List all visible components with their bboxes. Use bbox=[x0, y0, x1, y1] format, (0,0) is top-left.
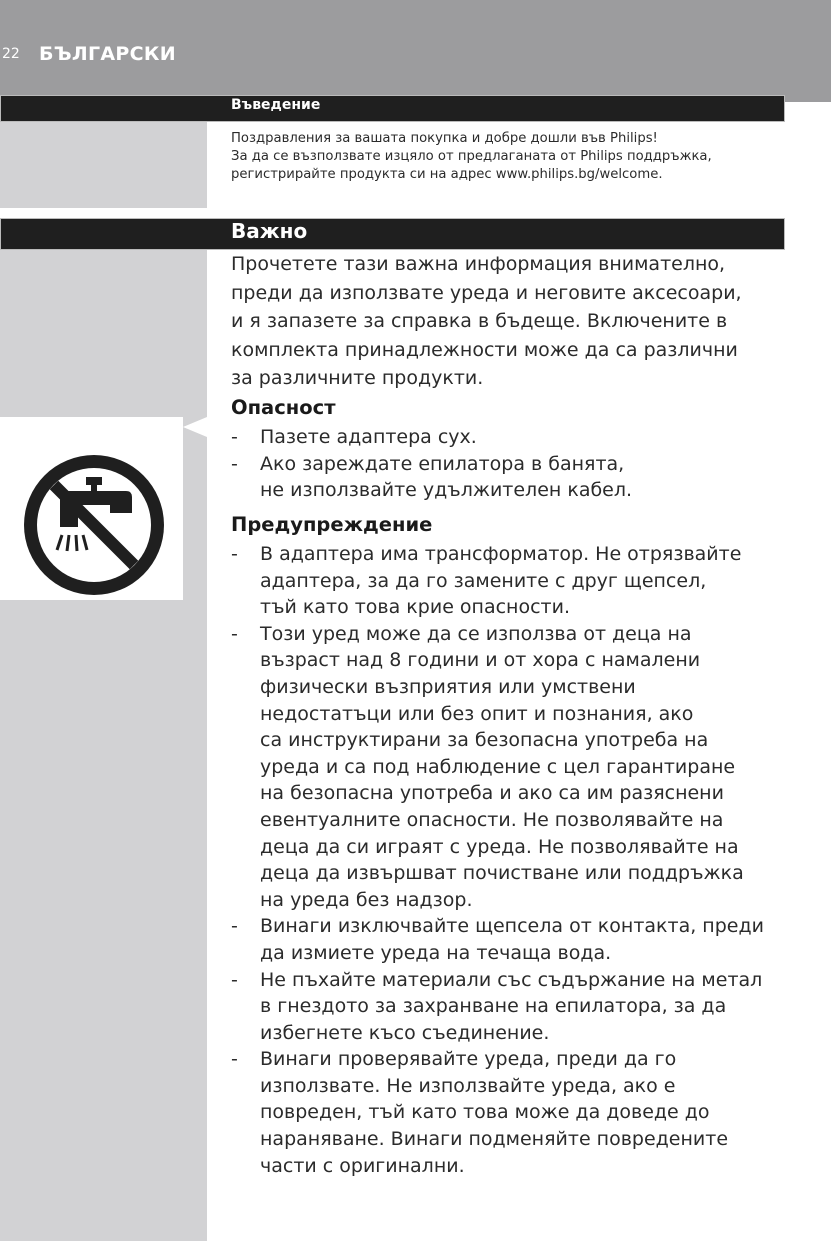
item-line: нараняване. Винаги подменяйте повредените bbox=[260, 1128, 729, 1151]
danger-heading: Опасност bbox=[231, 396, 336, 419]
bullet-marker: - bbox=[231, 452, 238, 475]
intro-line: Поздравления за вашата покупка и добре дошли във Philips! bbox=[231, 131, 658, 146]
item-line: Ако зареждате епилатора в банята, bbox=[260, 452, 625, 475]
item-line: не използвайте удължителен кабел. bbox=[260, 479, 633, 502]
bullet-marker: - bbox=[231, 543, 238, 565]
item-line: физически възприятия или умствени bbox=[260, 675, 636, 698]
list-item bbox=[231, 913, 826, 966]
language-title: БЪЛГАРСКИ bbox=[39, 43, 176, 65]
list-item bbox=[231, 1046, 826, 1179]
important-line: Прочетете тази важна информация внимателно, bbox=[231, 253, 726, 275]
important-line: и я запазете за справка в бъдеще. Включените в bbox=[231, 310, 728, 332]
list-item bbox=[231, 621, 826, 914]
section-gap bbox=[0, 208, 831, 218]
important-section-bar bbox=[0, 218, 785, 250]
list-item bbox=[231, 541, 826, 621]
item-line: на уреда без надзор. bbox=[260, 888, 473, 911]
item-line: евентуалните опасности. Не позволявайте на bbox=[260, 808, 724, 831]
item-line: Винаги изключвайте щепсела от контакта, преди bbox=[260, 915, 764, 938]
intro-text bbox=[231, 130, 791, 184]
bullet-marker: - bbox=[231, 968, 238, 991]
item-line: части с оригинални. bbox=[260, 1154, 465, 1177]
intro-line: регистрирайте продукта си на адрес www.philips.bg/welcome. bbox=[231, 167, 663, 182]
item-line: деца да си играят с уреда. Не позволявайте на bbox=[260, 835, 739, 858]
intro-line: За да се възползвате изцяло от предлаганата от Philips поддръжка, bbox=[231, 149, 712, 164]
danger-icon-box bbox=[0, 417, 183, 600]
item-line: в гнездото за захранване на епилатора, за да bbox=[260, 995, 727, 1018]
warning-heading: Предупреждение bbox=[231, 513, 433, 536]
bullet-marker: - bbox=[231, 1048, 238, 1071]
item-line: недостатъци или без опит и познания, ако bbox=[260, 702, 694, 725]
intro-section-bar bbox=[0, 95, 785, 122]
item-line: Пазете адаптера сух. bbox=[260, 426, 477, 448]
item-line: тъй като това крие опасности. bbox=[260, 596, 571, 619]
item-line: повреден, тъй като това може да доведе до bbox=[260, 1101, 710, 1124]
item-line: адаптера, за да го замените с друг щепсел, bbox=[260, 569, 707, 592]
item-line: Винаги проверявайте уреда, преди да го bbox=[260, 1048, 677, 1071]
important-title: Важно bbox=[231, 219, 308, 243]
header-band bbox=[0, 0, 831, 102]
important-line: за различните продукти. bbox=[231, 367, 484, 389]
page-number: 22 bbox=[2, 46, 20, 62]
item-line: да измиете уреда на течаща вода. bbox=[260, 941, 612, 964]
item-line: са инструктирани за безопасна употреба на bbox=[260, 729, 709, 752]
bullet-marker: - bbox=[231, 426, 238, 448]
important-line: преди да използвате уреда и неговите аксесоари, bbox=[231, 281, 742, 304]
item-line: Този уред може да се използва от деца на bbox=[260, 622, 692, 645]
icon-pointer bbox=[183, 417, 207, 437]
intro-title: Въведение bbox=[231, 97, 321, 113]
item-line: възраст над 8 години и от хора с намалени bbox=[260, 649, 701, 672]
warning-list bbox=[231, 541, 826, 1179]
item-line: избегнете късо съединение. bbox=[260, 1021, 550, 1044]
danger-list bbox=[231, 424, 826, 504]
item-line: уреда и са под наблюдение с цел гарантиране bbox=[260, 755, 736, 778]
no-water-tap-icon bbox=[0, 417, 183, 600]
left-margin-column bbox=[0, 121, 207, 1241]
important-text bbox=[231, 250, 821, 393]
item-line: деца да извършват почистване или поддръжка bbox=[260, 862, 744, 885]
list-item bbox=[231, 424, 826, 451]
item-line: използвате. Не използвайте уреда, ако е bbox=[260, 1074, 676, 1097]
list-item bbox=[231, 967, 826, 1047]
bullet-marker: - bbox=[231, 915, 238, 938]
important-line: комплекта принадлежности може да са различни bbox=[231, 338, 738, 361]
bullet-marker: - bbox=[231, 622, 238, 645]
item-line: В адаптера има трансформатор. Не отрязвайте bbox=[260, 543, 742, 565]
item-line: Не пъхайте материали със съдържание на метал bbox=[260, 968, 763, 991]
list-item bbox=[231, 451, 826, 504]
item-line: на безопасна употреба и ако са им разяснени bbox=[260, 782, 724, 805]
